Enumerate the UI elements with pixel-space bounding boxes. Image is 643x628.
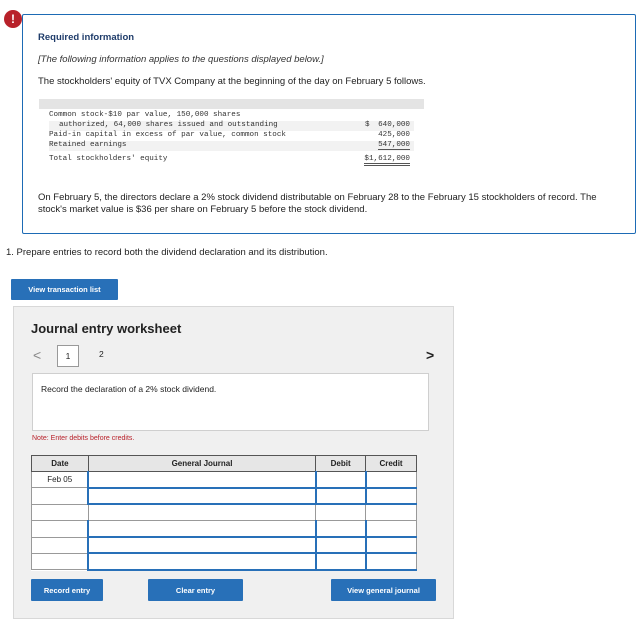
equity-label: Retained earnings — [49, 141, 127, 149]
credit-input[interactable] — [366, 537, 417, 553]
equity-value: 547,000 — [378, 141, 410, 149]
debit-input[interactable] — [316, 472, 366, 488]
equity-total-value: $1,612,000 — [364, 155, 410, 166]
view-general-journal-button[interactable]: View general journal — [331, 579, 436, 601]
credit-input[interactable] — [366, 504, 417, 520]
equity-label: Paid-in capital in excess of par value, common stock — [49, 131, 286, 139]
account-input[interactable] — [88, 553, 315, 569]
journal-entry-worksheet — [13, 306, 454, 619]
table-row — [32, 537, 417, 553]
account-input[interactable] — [88, 521, 315, 537]
credit-input[interactable] — [366, 553, 417, 569]
column-header-date: Date — [32, 456, 89, 472]
chevron-right-icon[interactable]: > — [426, 347, 435, 363]
equity-row — [49, 155, 414, 165]
page-tab-1[interactable]: 1 — [57, 345, 79, 367]
debit-input[interactable] — [316, 553, 366, 569]
account-input[interactable] — [88, 488, 315, 504]
credit-input[interactable] — [366, 472, 417, 488]
note-text: Note: Enter debits before credits. — [32, 435, 135, 442]
equity-dollar-sign: $ — [365, 121, 370, 129]
chevron-left-icon[interactable]: < — [33, 347, 42, 363]
date-cell — [32, 504, 89, 520]
equity-value: 640,000 — [378, 121, 410, 129]
view-transaction-list-button[interactable]: View transaction list — [11, 279, 118, 300]
table-row — [32, 504, 417, 520]
equity-row — [49, 141, 414, 151]
journal-header-row — [32, 456, 417, 472]
column-header-credit: Credit — [366, 456, 417, 472]
column-header-general-journal: General Journal — [88, 456, 315, 472]
journal-table — [31, 455, 417, 571]
date-cell: Feb 05 — [32, 472, 89, 488]
equity-label: authorized, 64,000 shares issued and outstanding — [59, 121, 278, 129]
required-information-panel — [22, 14, 636, 234]
table-row — [32, 521, 417, 537]
date-cell — [32, 537, 89, 553]
equity-row — [49, 121, 414, 131]
debit-input[interactable] — [316, 537, 366, 553]
account-input[interactable] — [88, 537, 315, 553]
table-row — [32, 488, 417, 504]
table-row — [32, 553, 417, 569]
instruction-box — [32, 373, 429, 431]
record-entry-button[interactable]: Record entry — [31, 579, 103, 601]
equity-value: 425,000 — [378, 131, 410, 139]
alert-icon: ! — [4, 10, 22, 28]
date-cell — [32, 553, 89, 569]
info-title: Required information — [38, 32, 135, 43]
table-row — [32, 472, 417, 488]
equity-row — [49, 131, 414, 141]
page-tab-2[interactable]: 2 — [99, 349, 104, 359]
account-input[interactable] — [88, 472, 315, 488]
equity-label: Common stock-$10 par value, 150,000 shares — [49, 111, 241, 119]
date-cell — [32, 521, 89, 537]
debit-input[interactable] — [316, 521, 366, 537]
worksheet-title: Journal entry worksheet — [31, 321, 182, 336]
date-cell — [32, 488, 89, 504]
equity-row — [49, 111, 414, 121]
question-text: 1. Prepare entries to record both the dividend declaration and its distribution. — [6, 247, 328, 258]
debit-input[interactable] — [316, 488, 366, 504]
info-intro: The stockholders' equity of TVX Company at the beginning of the day on February 5 follows. — [38, 76, 426, 87]
equity-table — [39, 99, 424, 179]
instruction-text: Record the declaration of a 2% stock dividend. — [41, 384, 217, 394]
credit-input[interactable] — [366, 488, 417, 504]
equity-total-label: Total stockholders' equity — [49, 155, 168, 163]
account-input[interactable] — [88, 504, 315, 520]
info-subtitle: [The following information applies to the questions displayed below.] — [38, 54, 324, 65]
info-paragraph: On February 5, the directors declare a 2% stock dividend distributable on February 28 to the February 15 stockholders of record. The stock's market value is $36 per share on February 5 before the stock dividend. — [38, 192, 597, 215]
credit-input[interactable] — [366, 521, 417, 537]
debit-input[interactable] — [316, 504, 366, 520]
column-header-debit: Debit — [316, 456, 366, 472]
clear-entry-button[interactable]: Clear entry — [148, 579, 243, 601]
